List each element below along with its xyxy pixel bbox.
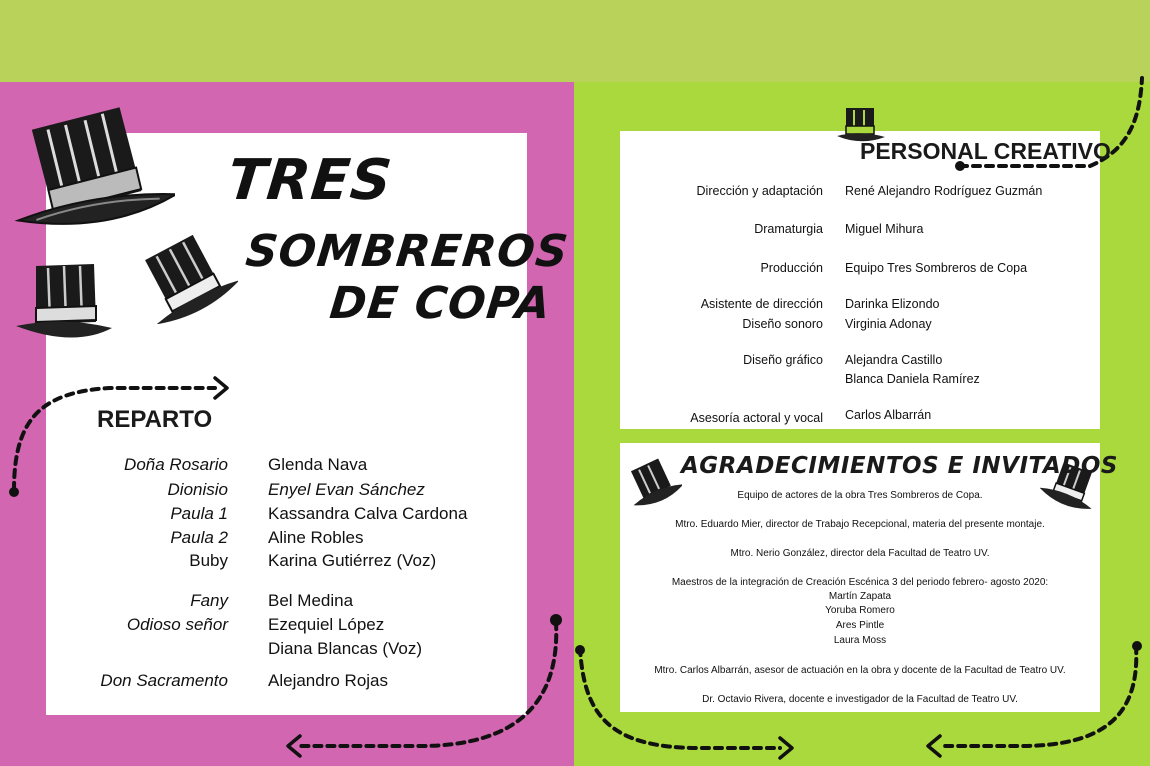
cast-role: Paula 2 bbox=[170, 528, 228, 547]
creative-role: Diseño gráfico bbox=[743, 353, 823, 367]
creative-role: Asistente de dirección bbox=[700, 297, 823, 311]
cast-role: Odioso señor bbox=[126, 615, 228, 634]
creative-role: Dirección y adaptación bbox=[696, 184, 823, 198]
creative-role: Asesoría actoral y vocal bbox=[690, 411, 823, 425]
cast-actor: Diana Blancas (Voz) bbox=[268, 639, 423, 658]
creative-person: Carlos Albarrán bbox=[845, 408, 932, 422]
creative-role: Producción bbox=[760, 261, 823, 275]
creative-person: Equipo Tres Sombreros de Copa bbox=[845, 261, 1028, 275]
creative-person: Darinka Elizondo bbox=[845, 297, 940, 311]
cast-role: Dionisio bbox=[167, 480, 228, 499]
thanks-heading: AGRADECIMIENTOS E INVITADOS bbox=[681, 453, 1118, 479]
cast-role: Paula 1 bbox=[170, 504, 228, 523]
title-line-3: DE COPA bbox=[327, 278, 554, 329]
creative-person: Blanca Daniela Ramírez bbox=[845, 372, 980, 386]
reparto-heading: REPARTO bbox=[97, 406, 213, 433]
thanks-line: Martín Zapata bbox=[828, 591, 892, 602]
cast-role: Fany bbox=[190, 591, 228, 610]
thanks-line: Equipo de actores de la obra Tres Sombreros de Copa. bbox=[737, 490, 983, 501]
cast-role: Don Sacramento bbox=[100, 671, 228, 690]
cast-actor: Aline Robles bbox=[268, 528, 364, 547]
creative-role: Diseño sonoro bbox=[742, 317, 823, 331]
thanks-line: Ares Pintle bbox=[835, 620, 885, 631]
title-line-2: SOMBREROS bbox=[243, 226, 572, 277]
thanks-line: Mtro. Carlos Albarrán, asesor de actuación en la obra y docente de la Facultad de Teatro UV. bbox=[654, 665, 1066, 676]
cast-role: Buby bbox=[189, 551, 228, 570]
thanks-line: Yoruba Romero bbox=[825, 605, 895, 616]
cast-actor: Karina Gutiérrez (Voz) bbox=[268, 551, 437, 570]
cast-role: Doña Rosario bbox=[124, 455, 228, 474]
thanks-line: Mtro. Eduardo Mier, director de Trabajo Recepcional, materia del presente montaje. bbox=[675, 519, 1045, 530]
creative-role: Dramaturgia bbox=[754, 222, 823, 236]
creative-person: Alejandra Castillo bbox=[845, 353, 943, 367]
creative-person: René Alejandro Rodríguez Guzmán bbox=[845, 184, 1043, 198]
thanks-line: Mtro. Nerio González, director dela Facultad de Teatro UV. bbox=[730, 548, 990, 559]
cast-actor: Alejandro Rojas bbox=[268, 671, 389, 690]
thanks-line: Laura Moss bbox=[833, 635, 887, 646]
cast-actor: Kassandra Calva Cardona bbox=[268, 504, 468, 523]
cast-actor: Glenda Nava bbox=[268, 455, 368, 474]
thanks-line: Dr. Octavio Rivera, docente e investigador de la Facultad de Teatro UV. bbox=[702, 694, 1018, 705]
creative-person: Virginia Adonay bbox=[845, 317, 932, 331]
title-line-1: TRES bbox=[224, 148, 396, 213]
cast-actor: Enyel Evan Sánchez bbox=[268, 480, 425, 499]
cast-actor: Bel Medina bbox=[268, 591, 354, 610]
creative-person: Miguel Mihura bbox=[845, 222, 924, 236]
creative-heading: PERSONAL CREATIVO bbox=[860, 138, 1111, 164]
thanks-line: Maestros de la integración de Creación Escénica 3 del periodo febrero- agosto 2020: bbox=[671, 577, 1049, 588]
cast-actor: Ezequiel López bbox=[268, 615, 385, 634]
